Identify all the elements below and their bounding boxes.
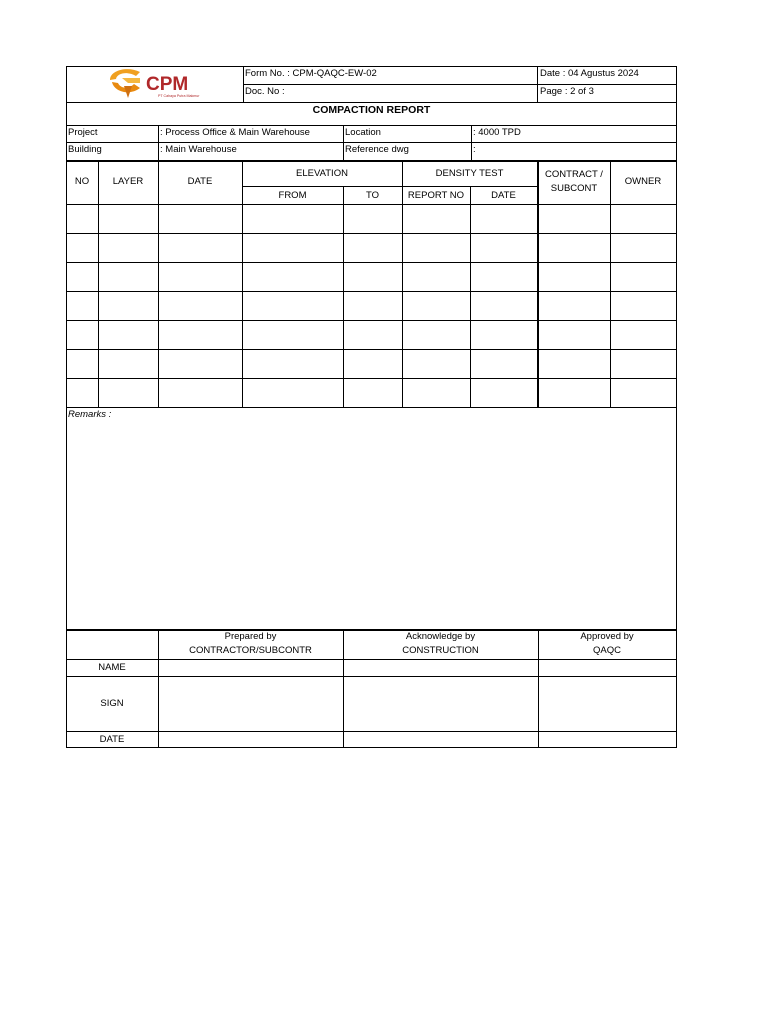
reference-dwg-value: :: [473, 144, 476, 155]
sign-row-label: SIGN: [100, 698, 124, 709]
table-row[interactable]: [67, 379, 676, 407]
col-header-contract: CONTRACT /: [545, 169, 603, 180]
page-number: Page : 2 of 3: [540, 86, 594, 97]
remarks-field[interactable]: [67, 422, 676, 628]
report-title: COMPACTION REPORT: [312, 104, 431, 116]
prepared-by-label: Prepared by: [224, 631, 277, 642]
approved-by-party: QAQC: [593, 645, 621, 656]
acknowledge-name-field[interactable]: [344, 660, 538, 676]
table-row[interactable]: [67, 350, 676, 378]
form-number: Form No. : CPM-QAQC-EW-02: [245, 68, 377, 79]
project-value: : Process Office & Main Warehouse: [160, 127, 310, 138]
acknowledge-by-label: Acknowledge by: [405, 631, 476, 642]
col-header-report-no: REPORT NO: [407, 190, 465, 201]
col-header-density-date: DATE: [491, 190, 516, 201]
acknowledge-sign-field[interactable]: [344, 677, 538, 731]
col-header-to: TO: [365, 190, 380, 201]
col-header-date: DATE: [187, 176, 213, 187]
location-value: : 4000 TPD: [473, 127, 521, 138]
logo-tagline: PT Cahaya Putra Makmur: [158, 94, 200, 98]
approved-by-label: Approved by: [580, 631, 634, 642]
col-header-layer: LAYER: [112, 176, 144, 187]
building-value: : Main Warehouse: [160, 144, 237, 155]
col-header-from: FROM: [278, 190, 307, 201]
location-label: Location: [345, 127, 381, 138]
prepared-by-party: CONTRACTOR/SUBCONTR: [189, 645, 312, 656]
acknowledge-by-party: CONSTRUCTION: [402, 645, 479, 656]
table-row[interactable]: [67, 205, 676, 233]
col-header-no: NO: [74, 176, 90, 187]
remarks-label: Remarks :: [68, 409, 112, 420]
table-row[interactable]: [67, 263, 676, 291]
form-date: Date : 04 Agustus 2024: [540, 68, 639, 79]
col-header-density-test: DENSITY TEST: [435, 168, 504, 179]
doc-number: Doc. No :: [245, 86, 285, 97]
table-row[interactable]: [67, 292, 676, 320]
prepared-sign-field[interactable]: [159, 677, 343, 731]
approved-sign-field[interactable]: [539, 677, 676, 731]
table-row[interactable]: [67, 234, 676, 262]
reference-dwg-label: Reference dwg: [345, 144, 409, 155]
col-header-elevation: ELEVATION: [296, 168, 348, 179]
cpm-logo: [106, 66, 218, 100]
logo-wordmark: CPM: [146, 74, 189, 95]
col-header-subcont: SUBCONT: [550, 183, 598, 194]
table-row[interactable]: [67, 321, 676, 349]
building-label: Building: [68, 144, 102, 155]
project-label: Project: [68, 127, 98, 138]
name-row-label: NAME: [98, 662, 126, 673]
acknowledge-date-field[interactable]: [344, 732, 538, 747]
prepared-name-field[interactable]: [159, 660, 343, 676]
approved-name-field[interactable]: [539, 660, 676, 676]
date-row-label: DATE: [99, 734, 125, 745]
approved-date-field[interactable]: [539, 732, 676, 747]
prepared-date-field[interactable]: [159, 732, 343, 747]
col-header-owner: OWNER: [624, 176, 662, 187]
cpm-logo-icon: [106, 66, 218, 100]
